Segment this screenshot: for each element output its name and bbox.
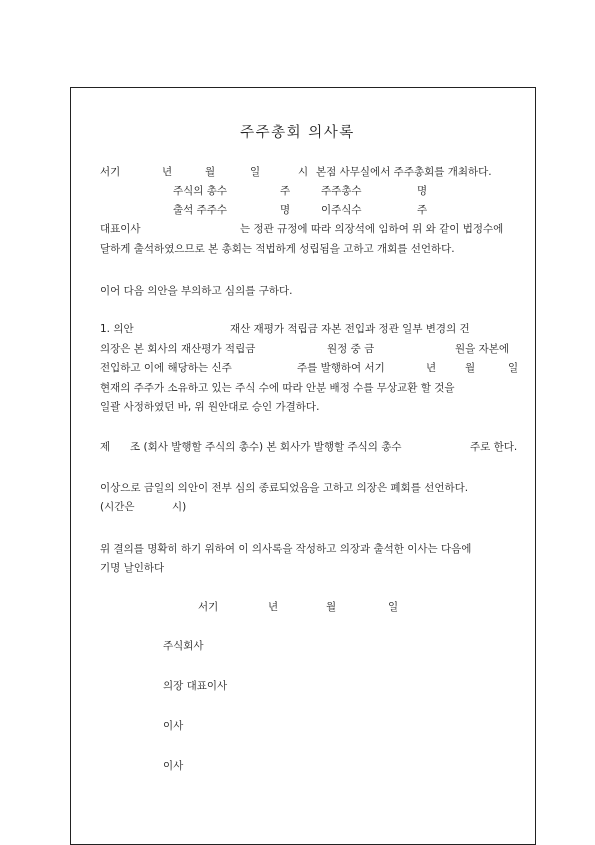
agenda-line5: 일괄 사정하였던 바, 위 원안대로 승인 가결하다. bbox=[100, 401, 320, 413]
opening-hour: 시 bbox=[298, 166, 309, 178]
closing-time-unit: 시) bbox=[172, 501, 187, 513]
attending-shareholders-unit: 명 bbox=[280, 204, 291, 216]
statement-line1: 위 결의를 명확히 하기 위하여 이 의사록을 작성하고 의장과 출석한 이사는 다음에 bbox=[100, 543, 472, 555]
agenda-line3-year: 년 bbox=[426, 362, 437, 374]
attending-shares-unit: 주 bbox=[417, 204, 428, 216]
agenda-line4: 현재의 주주가 소유하고 있는 주식 수에 따라 안분 배정 수를 무상교환 할 것을 bbox=[100, 382, 455, 394]
date-day: 일 bbox=[388, 601, 399, 613]
opening-year: 년 bbox=[162, 166, 173, 178]
attending-shares-label: 이주식수 bbox=[321, 204, 362, 216]
total-shares-unit: 주 bbox=[280, 185, 291, 197]
article-prefix: 제 bbox=[100, 441, 111, 453]
total-shareholders-unit: 명 bbox=[417, 185, 428, 197]
total-shares-label: 주식의 총수 bbox=[173, 185, 228, 197]
agenda-title: 재산 재평가 적립금 자본 전입과 정관 일부 변경의 건 bbox=[230, 323, 470, 335]
agenda-line3-month: 월 bbox=[465, 362, 476, 374]
article-suffix: 주로 한다. bbox=[470, 441, 518, 453]
total-shareholders-label: 주주총수 bbox=[321, 185, 362, 197]
document-frame bbox=[70, 87, 536, 845]
attending-shareholders-label: 출석 주주수 bbox=[173, 204, 228, 216]
opening-day: 일 bbox=[250, 166, 261, 178]
ceo-label: 대표이사 bbox=[100, 223, 141, 235]
agenda-line2-a: 의장은 본 회사의 재산평가 적립금 bbox=[100, 343, 256, 355]
ceo-text: 는 정관 규정에 따라 의장석에 임하여 위 와 같이 법정수에 bbox=[240, 223, 504, 235]
date-era: 서기 bbox=[198, 601, 219, 613]
agenda-line2-b: 원정 중 금 bbox=[327, 343, 375, 355]
signature-chairman: 의장 대표이사 bbox=[163, 680, 228, 692]
opening-month: 월 bbox=[205, 166, 216, 178]
agenda-line3-a: 전입하고 이에 해당하는 신주 bbox=[100, 362, 232, 374]
date-month: 월 bbox=[326, 601, 337, 613]
signature-director-2: 이사 bbox=[163, 760, 184, 772]
intro-text: 이어 다음 의안을 부의하고 심의를 구하다. bbox=[100, 285, 293, 297]
document-title: 주주총회 의사록 bbox=[240, 125, 355, 141]
statement-line2: 기명 날인하다 bbox=[100, 562, 165, 574]
opening-era: 서기 bbox=[100, 166, 121, 178]
agenda-number: 1. 의안 bbox=[100, 323, 134, 335]
quorum-text: 달하게 출석하였으므로 본 총회는 적법하게 성립됨을 고하고 개회를 선언하다. bbox=[100, 243, 455, 255]
date-year: 년 bbox=[268, 601, 279, 613]
opening-place-text: 본점 사무실에서 주주총회를 개최하다. bbox=[316, 166, 492, 178]
closing-time-label: (시간은 bbox=[100, 501, 135, 513]
signature-director-1: 이사 bbox=[163, 720, 184, 732]
signature-company: 주식회사 bbox=[163, 640, 204, 652]
closing-text: 이상으로 금일의 의안이 전부 심의 종료되었음을 고하고 의장은 폐회를 선언하다. bbox=[100, 482, 469, 494]
agenda-line2-c: 원을 자본에 bbox=[455, 343, 510, 355]
agenda-line3-day: 일 bbox=[508, 362, 519, 374]
article-text: 조 (회사 발행할 주식의 총수) 본 회사가 발행할 주식의 총수 bbox=[130, 441, 402, 453]
agenda-line3-b: 주를 발행하여 서기 bbox=[297, 362, 385, 374]
